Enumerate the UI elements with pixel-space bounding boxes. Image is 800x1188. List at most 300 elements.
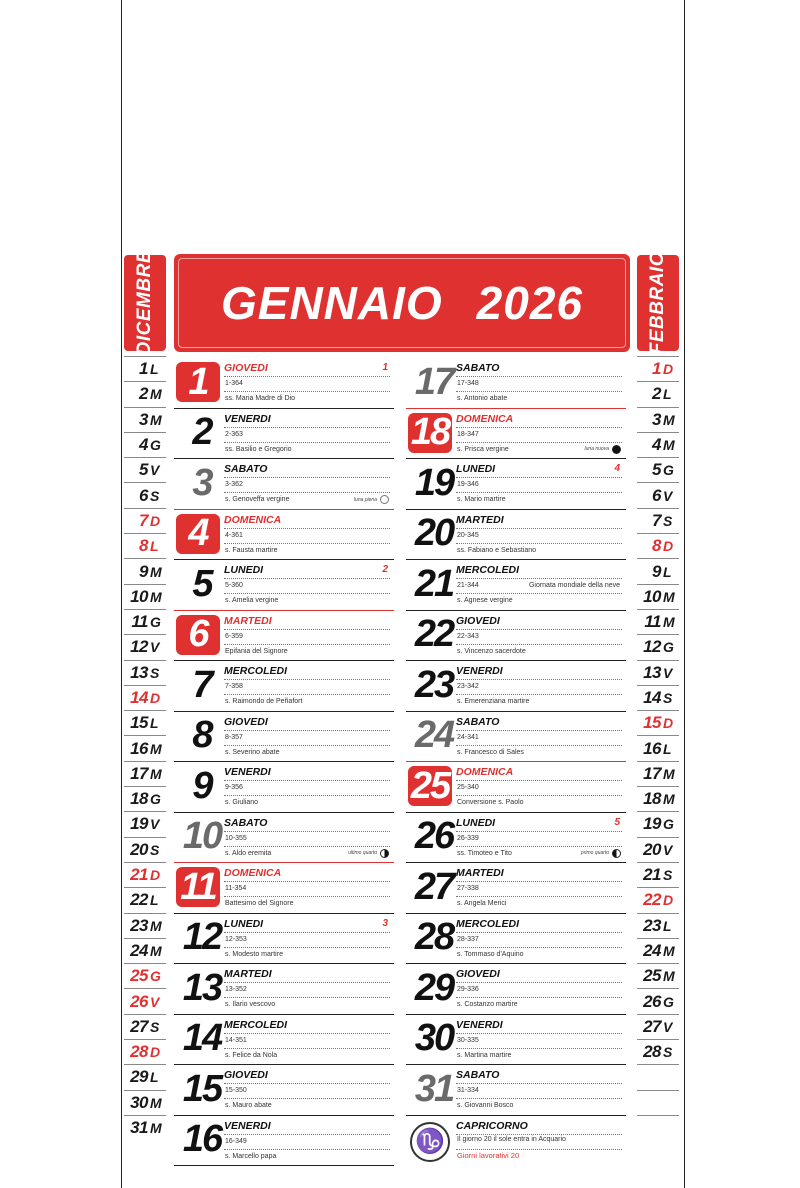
side-day-number: 12 bbox=[130, 637, 148, 657]
side-day-letter: M bbox=[150, 563, 162, 580]
side-day-letter: M bbox=[150, 588, 162, 605]
dotted-line bbox=[456, 730, 622, 731]
day-of-year: 12-353 bbox=[225, 935, 247, 943]
side-day-letter: L bbox=[663, 563, 672, 580]
side-day-letter: L bbox=[150, 892, 159, 909]
dotted-line bbox=[456, 846, 622, 847]
side-day-number: 29 bbox=[130, 1067, 148, 1087]
next-month-name: FEBBRAIO bbox=[647, 251, 668, 355]
day-number: 10 bbox=[182, 815, 222, 857]
side-day-letter: M bbox=[663, 411, 675, 428]
dotted-line bbox=[224, 543, 390, 544]
saint-name: s. Angela Merici bbox=[457, 900, 507, 907]
saint-name: s. Mario martire bbox=[457, 496, 506, 503]
side-day-letter: S bbox=[663, 690, 672, 706]
day-row bbox=[174, 712, 394, 763]
day-of-year: 16-349 bbox=[225, 1137, 247, 1145]
dotted-line bbox=[456, 477, 622, 478]
weekday-name: MERCOLEDI bbox=[456, 917, 519, 930]
dotted-line bbox=[224, 1033, 390, 1034]
side-day-letter: L bbox=[663, 740, 672, 757]
day-of-year: 9-356 bbox=[225, 784, 243, 791]
month-name: GENNAIO bbox=[220, 277, 443, 329]
day-of-year: 15-350 bbox=[225, 1087, 247, 1094]
saint-name: ss. Maria Madre di Dio bbox=[225, 395, 296, 402]
side-day-row bbox=[637, 407, 679, 432]
day-row bbox=[406, 560, 626, 611]
side-day-number: 7 bbox=[139, 510, 148, 530]
day-number: 2 bbox=[192, 411, 212, 453]
dotted-line bbox=[456, 1149, 622, 1150]
side-day-letter: M bbox=[150, 942, 162, 959]
weekday-name: DOMENICA bbox=[456, 766, 514, 778]
side-day-row bbox=[637, 786, 679, 811]
dotted-line bbox=[456, 391, 622, 392]
day-number: 20 bbox=[414, 512, 454, 554]
side-day-letter: V bbox=[663, 664, 672, 681]
side-day-number: 26 bbox=[130, 991, 148, 1011]
side-day-row bbox=[124, 1064, 166, 1089]
dotted-line bbox=[456, 543, 622, 544]
dotted-line bbox=[224, 1083, 390, 1084]
day-number: 16 bbox=[182, 1118, 222, 1160]
year: 2026 bbox=[476, 277, 584, 329]
side-day-row bbox=[124, 862, 166, 887]
day-number: 19 bbox=[414, 461, 454, 504]
side-day-letter: L bbox=[663, 917, 672, 934]
dotted-line bbox=[224, 376, 390, 377]
side-day-number: 21 bbox=[130, 865, 148, 885]
weekday-name: VENERDI bbox=[224, 412, 271, 425]
side-day-number: 13 bbox=[643, 662, 661, 682]
day-number: 11 bbox=[176, 867, 220, 907]
side-day-row bbox=[124, 710, 166, 735]
side-day-letter: S bbox=[150, 1018, 159, 1035]
day-row bbox=[406, 1015, 626, 1066]
side-day-row bbox=[637, 1090, 679, 1115]
side-day-letter: S bbox=[663, 512, 672, 529]
side-day-number: 25 bbox=[130, 966, 148, 986]
dotted-line bbox=[456, 629, 622, 630]
side-day-row bbox=[124, 1090, 166, 1115]
side-day-letter: G bbox=[150, 437, 161, 454]
side-day-row bbox=[637, 938, 679, 963]
side-day-row bbox=[637, 837, 679, 862]
side-day-letter: M bbox=[663, 968, 675, 985]
week-number: 4 bbox=[614, 463, 620, 474]
side-day-letter: G bbox=[663, 816, 674, 833]
dotted-line bbox=[224, 780, 390, 781]
moon-phase bbox=[354, 495, 389, 504]
side-day-row bbox=[124, 761, 166, 786]
day-row bbox=[174, 510, 394, 561]
side-day-letter: M bbox=[150, 386, 162, 403]
dotted-line bbox=[224, 644, 390, 645]
side-day-number: 8 bbox=[139, 536, 148, 556]
weekday-name: SABATO bbox=[224, 463, 268, 475]
side-day-number: 14 bbox=[643, 688, 661, 707]
dotted-line bbox=[456, 694, 622, 695]
day-row bbox=[406, 712, 626, 763]
day-row bbox=[174, 762, 394, 813]
day-number: 23 bbox=[414, 663, 454, 706]
dotted-line bbox=[224, 730, 390, 731]
side-day-letter: V bbox=[663, 1018, 672, 1035]
dotted-line bbox=[456, 780, 622, 781]
day-of-year: 26-339 bbox=[457, 834, 479, 842]
day-of-year: 14-351 bbox=[225, 1036, 247, 1044]
new-moon-icon bbox=[612, 445, 621, 454]
weekday-name: MARTEDI bbox=[456, 867, 504, 879]
side-day-row bbox=[637, 356, 679, 381]
dotted-line bbox=[224, 593, 390, 594]
side-day-number: 21 bbox=[643, 865, 661, 885]
side-day-number: 22 bbox=[130, 890, 148, 910]
week-number: 1 bbox=[382, 362, 388, 373]
day-row bbox=[406, 964, 626, 1015]
dotted-line bbox=[224, 1149, 390, 1150]
weekday-name: SABATO bbox=[224, 816, 268, 829]
dotted-line bbox=[224, 982, 390, 983]
side-day-letter: M bbox=[663, 765, 675, 782]
dotted-line bbox=[456, 1083, 622, 1084]
side-day-row bbox=[124, 1014, 166, 1039]
side-day-row bbox=[637, 685, 679, 710]
day-of-year: 7-358 bbox=[225, 683, 243, 690]
dotted-line bbox=[456, 1033, 622, 1034]
day-row bbox=[174, 1116, 394, 1167]
side-day-number: 17 bbox=[130, 763, 148, 783]
side-day-number: 2 bbox=[652, 384, 661, 404]
day-number: 18 bbox=[408, 413, 452, 453]
dotted-line bbox=[224, 745, 390, 746]
side-day-letter: M bbox=[663, 791, 675, 808]
day-number: 26 bbox=[414, 815, 454, 857]
side-day-number: 4 bbox=[139, 435, 148, 455]
side-day-row bbox=[124, 457, 166, 482]
moon-phase-label: luna piena bbox=[353, 496, 377, 503]
side-day-row bbox=[124, 508, 166, 533]
dotted-line bbox=[456, 881, 622, 882]
dotted-line bbox=[224, 1098, 390, 1099]
dotted-line bbox=[224, 1134, 390, 1135]
side-day-number: 10 bbox=[130, 586, 148, 606]
dotted-line bbox=[456, 427, 622, 428]
side-day-row bbox=[124, 558, 166, 583]
dotted-line bbox=[224, 427, 390, 428]
dotted-line bbox=[456, 795, 622, 796]
day-row bbox=[174, 1065, 394, 1116]
zodiac-sun-text: Il giorno 20 il sole entra in Acquario bbox=[457, 1135, 566, 1143]
day-of-year: 23-342 bbox=[457, 683, 479, 690]
weekday-name: GIOVEDI bbox=[224, 715, 268, 728]
side-day-row bbox=[637, 735, 679, 760]
day-of-year: 27-338 bbox=[457, 885, 479, 892]
day-row bbox=[174, 358, 394, 409]
side-day-row bbox=[124, 634, 166, 659]
saint-name: ss. Timoteo e Tito bbox=[457, 849, 512, 857]
side-day-row bbox=[124, 811, 166, 836]
side-day-number: 18 bbox=[130, 789, 148, 809]
day-row bbox=[174, 409, 394, 460]
side-day-letter: S bbox=[150, 664, 159, 681]
side-day-row bbox=[124, 533, 166, 558]
side-day-letter: D bbox=[150, 512, 160, 529]
day-number: 3 bbox=[192, 461, 212, 504]
side-day-letter: S bbox=[663, 867, 672, 884]
saint-name: ss. Basilio e Gregorio bbox=[225, 445, 292, 453]
dotted-line bbox=[224, 679, 390, 680]
dotted-line bbox=[456, 997, 622, 998]
weekday-name: MERCOLEDI bbox=[456, 564, 519, 576]
saint-name: s. Modesto martire bbox=[225, 950, 283, 958]
side-day-row bbox=[124, 381, 166, 406]
saint-name: s. Antonio abate bbox=[457, 395, 508, 402]
side-day-row bbox=[124, 786, 166, 811]
side-day-number: 27 bbox=[130, 1016, 148, 1036]
side-day-letter: M bbox=[150, 411, 162, 428]
next-month-tab bbox=[637, 251, 679, 355]
side-day-row bbox=[637, 432, 679, 457]
day-number: 30 bbox=[414, 1017, 454, 1059]
dotted-line bbox=[224, 997, 390, 998]
saint-name: s. Aldo eremita bbox=[225, 849, 272, 857]
dotted-line bbox=[224, 492, 390, 493]
side-day-row bbox=[637, 634, 679, 659]
side-day-number: 9 bbox=[139, 561, 148, 581]
side-day-number: 11 bbox=[644, 612, 661, 632]
weekday-name: GIOVEDI bbox=[456, 968, 500, 980]
side-day-row bbox=[124, 1115, 166, 1140]
side-day-letter: M bbox=[663, 942, 675, 959]
side-day-number: 5 bbox=[139, 460, 148, 480]
side-day-number: 28 bbox=[130, 1042, 148, 1062]
side-day-number: 3 bbox=[652, 409, 661, 429]
side-day-number: 5 bbox=[652, 460, 661, 480]
saint-name: s. Fausta martire bbox=[225, 546, 278, 554]
saint-name: s. Ilario vescovo bbox=[225, 1001, 276, 1008]
dotted-line bbox=[224, 932, 390, 933]
side-day-row bbox=[637, 887, 679, 912]
dotted-line bbox=[456, 982, 622, 983]
saint-name: s. Costanzo martire bbox=[457, 1001, 518, 1008]
dotted-line bbox=[456, 1134, 622, 1135]
day-of-year: 8-357 bbox=[225, 733, 243, 741]
side-day-row bbox=[124, 685, 166, 710]
day-row bbox=[174, 611, 394, 662]
side-day-number: 18 bbox=[643, 789, 661, 809]
dotted-line bbox=[456, 932, 622, 933]
weekday-name: LUNEDI bbox=[456, 463, 496, 475]
dotted-line bbox=[224, 881, 390, 882]
dotted-line bbox=[456, 947, 622, 948]
day-row bbox=[406, 661, 626, 712]
dotted-line bbox=[224, 391, 390, 392]
days-column-2 bbox=[406, 358, 626, 1166]
day-row bbox=[406, 409, 626, 460]
side-day-row bbox=[124, 963, 166, 988]
day-of-year: 22-343 bbox=[457, 632, 479, 640]
weekday-name: DOMENICA bbox=[224, 867, 282, 879]
side-day-row bbox=[637, 457, 679, 482]
moon-phase-label: luna nuova bbox=[584, 446, 609, 452]
side-day-row bbox=[637, 482, 679, 507]
weekday-name: GIOVEDI bbox=[224, 362, 268, 374]
side-day-row bbox=[637, 660, 679, 685]
day-row bbox=[406, 1065, 626, 1116]
day-number: 17 bbox=[414, 360, 454, 403]
side-day-row bbox=[637, 862, 679, 887]
day-row bbox=[174, 560, 394, 611]
saint-name: Conversione s. Paolo bbox=[457, 799, 524, 806]
weekday-name: VENERDI bbox=[224, 1119, 271, 1132]
side-day-row bbox=[637, 1014, 679, 1039]
side-day-row bbox=[637, 710, 679, 735]
side-day-number: 10 bbox=[643, 586, 661, 606]
saint-name: s. Mauro abate bbox=[225, 1102, 272, 1109]
weekday-name: VENERDI bbox=[456, 1018, 503, 1031]
day-of-year: 19-346 bbox=[457, 481, 479, 488]
day-of-year: 20-345 bbox=[457, 531, 479, 539]
side-day-letter: L bbox=[663, 386, 672, 403]
last-moon-icon bbox=[380, 849, 389, 858]
weekday-name: MERCOLEDI bbox=[224, 665, 287, 677]
side-day-number: 2 bbox=[139, 384, 148, 404]
saint-name: s. Genoveffa vergine bbox=[225, 496, 290, 503]
side-day-number: 1 bbox=[139, 359, 148, 379]
first-moon-icon bbox=[612, 849, 621, 858]
saint-name: s. Giuliano bbox=[225, 799, 259, 806]
side-day-number: 12 bbox=[643, 637, 661, 657]
side-day-letter: V bbox=[663, 487, 672, 504]
side-day-letter: S bbox=[150, 487, 159, 504]
day-of-year: 3-362 bbox=[225, 481, 243, 488]
side-day-row bbox=[637, 1039, 679, 1064]
side-day-number: 16 bbox=[643, 738, 661, 758]
side-day-row bbox=[124, 887, 166, 912]
saint-name: s. Tommaso d'Aquino bbox=[457, 950, 524, 958]
dotted-line bbox=[456, 492, 622, 493]
moon-phase bbox=[585, 445, 621, 454]
dotted-line bbox=[456, 896, 622, 897]
day-row bbox=[174, 964, 394, 1015]
side-day-number: 19 bbox=[130, 814, 148, 834]
side-day-number: 23 bbox=[643, 915, 661, 935]
side-day-letter: D bbox=[150, 1044, 160, 1061]
side-day-row bbox=[637, 381, 679, 406]
saint-name: s. Francesco di Sales bbox=[457, 748, 524, 756]
weekday-name: SABATO bbox=[456, 1069, 500, 1081]
dotted-line bbox=[224, 846, 390, 847]
side-day-letter: V bbox=[150, 462, 159, 479]
side-day-letter: L bbox=[150, 715, 159, 732]
dotted-line bbox=[456, 376, 622, 377]
side-day-row bbox=[637, 558, 679, 583]
side-day-letter: D bbox=[150, 867, 160, 884]
side-day-number: 31 bbox=[130, 1118, 148, 1138]
side-day-number: 20 bbox=[130, 839, 148, 859]
saint-name: s. Prisca vergine bbox=[457, 445, 509, 453]
side-day-row bbox=[124, 482, 166, 507]
day-number: 24 bbox=[414, 714, 454, 756]
weekday-name: MARTEDI bbox=[224, 614, 272, 627]
day-number: 6 bbox=[176, 615, 220, 655]
working-days: Giorni lavorativi 20 bbox=[457, 1150, 520, 1160]
saint-name: ss. Fabiano e Sebastiano bbox=[457, 546, 536, 554]
side-day-letter: M bbox=[150, 765, 162, 782]
full-moon-icon bbox=[380, 495, 389, 504]
side-day-letter: V bbox=[150, 639, 159, 656]
side-day-row bbox=[637, 1064, 679, 1089]
side-day-number: 9 bbox=[652, 561, 661, 581]
side-day-letter: G bbox=[150, 791, 161, 808]
day-of-year: 13-352 bbox=[225, 986, 247, 993]
dotted-line bbox=[224, 694, 390, 695]
side-day-number: 25 bbox=[643, 966, 661, 986]
saint-name: s. Agnese vergine bbox=[457, 597, 513, 604]
side-day-letter: D bbox=[663, 715, 673, 732]
side-day-number: 17 bbox=[643, 763, 661, 783]
dotted-line bbox=[456, 442, 622, 443]
day-of-year: 31-334 bbox=[457, 1087, 479, 1094]
side-day-row bbox=[124, 584, 166, 609]
day-number: 5 bbox=[192, 562, 212, 605]
side-day-row bbox=[637, 988, 679, 1013]
day-number: 15 bbox=[182, 1067, 222, 1110]
day-row bbox=[406, 762, 626, 813]
side-day-letter: L bbox=[150, 538, 159, 555]
side-day-row bbox=[124, 988, 166, 1013]
day-row bbox=[174, 863, 394, 914]
side-day-row bbox=[124, 356, 166, 381]
side-day-row bbox=[124, 938, 166, 963]
day-number: 8 bbox=[192, 714, 212, 756]
saint-name: s. Giovanni Bosco bbox=[457, 1102, 514, 1109]
dotted-line bbox=[456, 593, 622, 594]
side-day-letter: V bbox=[150, 993, 159, 1010]
side-day-letter: M bbox=[663, 437, 675, 454]
side-day-row bbox=[124, 1039, 166, 1064]
day-number: 29 bbox=[414, 966, 454, 1009]
day-of-year: 24-341 bbox=[457, 733, 479, 741]
weekday-name: SABATO bbox=[456, 362, 500, 374]
saint-name: s. Felice da Nola bbox=[225, 1051, 278, 1059]
day-of-year: 6-359 bbox=[225, 632, 243, 640]
side-day-number: 27 bbox=[643, 1016, 661, 1036]
saint-name: s. Raimondo de Peñafort bbox=[225, 698, 303, 705]
zodiac-block bbox=[406, 1116, 626, 1167]
side-day-letter: M bbox=[150, 740, 162, 757]
side-day-row bbox=[637, 811, 679, 836]
side-day-row bbox=[637, 1115, 679, 1140]
weekday-name: GIOVEDI bbox=[456, 614, 500, 627]
dotted-line bbox=[224, 831, 390, 832]
side-day-row bbox=[637, 913, 679, 938]
day-of-year: 21-344 bbox=[457, 582, 479, 589]
weekday-name: GIOVEDI bbox=[224, 1069, 268, 1081]
day-number: 9 bbox=[192, 764, 212, 807]
day-row bbox=[406, 358, 626, 409]
side-day-row bbox=[637, 609, 679, 634]
dotted-line bbox=[456, 1048, 622, 1049]
day-row bbox=[406, 510, 626, 561]
dotted-line bbox=[224, 629, 390, 630]
side-day-row bbox=[637, 761, 679, 786]
day-number: 21 bbox=[414, 562, 454, 605]
weekday-name: DOMENICA bbox=[456, 412, 514, 425]
day-of-year: 18-347 bbox=[457, 430, 479, 438]
day-number: 28 bbox=[414, 916, 454, 958]
